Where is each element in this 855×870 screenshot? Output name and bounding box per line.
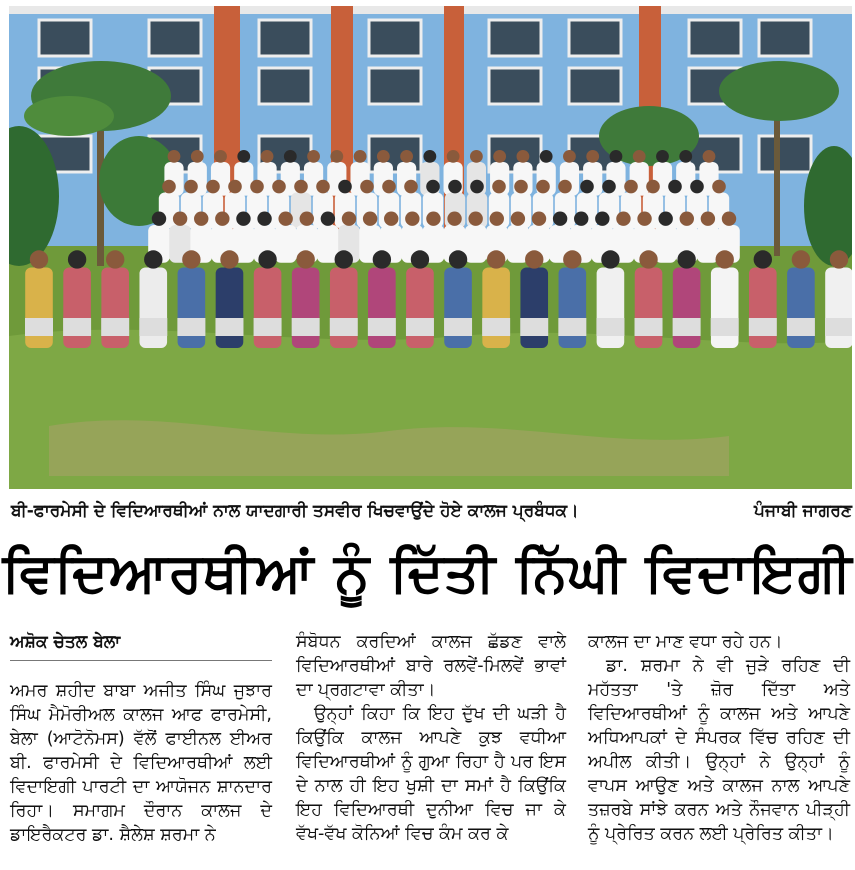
article-column-3 — [588, 630, 850, 846]
window — [39, 20, 91, 56]
article-paragraph: ਉਨ੍ਹਾਂ ਕਿਹਾ ਕਿ ਇਹ ਦੁੱਖ ਦੀ ਘੜੀ ਹੈ ਕਿਉਂਕਿ ਕਾਲਜ ਆਪਣੇ ਕੁਝ ਵਧੀਆ ਵਿਦਿਆਰਥੀਆਂ ਨੂੰ ਗੁਆ ਰਿਹਾ ਹੈ ਪਰ ਇਸ ਦੇ ਨਾਲ ਹੀ ਇਹ ਖੁਸ਼ੀ ਦਾ ਸਮਾਂ ਹੈ ਕਿਉਂਕਿ ਇਹ ਵਿਦਿਆਰਥੀ ਦੁਨੀਆ ਵਿਚ ਜਾ ਕੇ ਵੱਖ-ਵੱਖ ਕੋਨਿਆਂ ਵਿਚ ਕੰਮ ਕਰ ਕੇ — [296, 704, 566, 844]
window — [259, 68, 311, 104]
photo-credit: ਪੰਜਾਬੀ ਜਾਗਰਣ — [754, 501, 852, 521]
window — [149, 20, 201, 56]
window — [489, 20, 541, 56]
photo-caption — [9, 496, 852, 526]
window — [259, 20, 311, 56]
article-paragraph: ਡਾ. ਸ਼ਰਮਾ ਨੇ ਵੀ ਜੁੜੇ ਰਹਿਣ ਦੀ ਮਹੱਤਤਾ 'ਤੇ ਜ਼ੋਰ ਦਿੱਤਾ ਅਤੇ ਵਿਦਿਆਰਥੀਆਂ ਨੂੰ ਕਾਲਜ ਅਤੇ ਆਪਣੇ ਅਧਿਆਪਕਾਂ ਦੇ ਸੰਪਰਕ ਵਿੱਚ ਰਹਿਣ ਦੀ ਅਪੀਲ ਕੀਤੀ। ਉਨ੍ਹਾਂ ਨੇ ਉਨ੍ਹਾਂ ਨੂੰ ਵਾਪਸ ਆਉਣ ਅਤੇ ਕਾਲਜ ਨਾਲ ਆਪਣੇ ਤਜ਼ਰਬੇ ਸਾਂਝੇ ਕਰਨ ਅਤੇ ਨੌਜਵਾਨ ਪੀੜ੍ਹੀ ਨੂੰ ਪ੍ਰੇਰਿਤ ਕਰਨ ਲਈ ਪ੍ਰੇਰਿਤ ਕੀਤਾ। — [588, 656, 850, 844]
window — [689, 20, 741, 56]
window — [569, 68, 621, 104]
window — [369, 20, 421, 56]
group-photo — [9, 6, 852, 489]
article-paragraph: ਸੰਬੋਧਨ ਕਰਦਿਆਂ ਕਾਲਜ ਛੱਡਣ ਵਾਲੇ ਵਿਦਿਆਰਥੀਆਂ ਬਾਰੇ ਰਲਵੇਂ-ਮਿਲਵੇਂ ਭਾਵਾਂ ਦਾ ਪ੍ਰਗਟਾਵਾ ਕੀਤਾ। — [296, 632, 566, 700]
group-photo-illustration — [9, 6, 852, 489]
window — [489, 68, 541, 104]
caption-text: ਬੀ-ਫਾਰਮੇਸੀ ਦੇ ਵਿਦਿਆਰਥੀਆਂ ਨਾਲ ਯਾਦਗਾਰੀ ਤਸਵੀਰ ਖਿਚਵਾਉਂਦੇ ਹੋਏ ਕਾਲਜ ਪ੍ਰਬੰਧਕ। — [11, 501, 579, 521]
window — [369, 68, 421, 104]
window — [569, 20, 621, 56]
article-column-1 — [10, 630, 272, 847]
byline: ਅਸ਼ੋਕ ਚੇਤਲ ਬੇਲਾ — [10, 630, 272, 661]
article-paragraph: ਕਾਲਜ ਦਾ ਮਾਣ ਵਧਾ ਰਹੇ ਹਨ। — [588, 632, 783, 652]
window — [759, 136, 811, 172]
article-paragraph: ਅਮਰ ਸ਼ਹੀਦ ਬਾਬਾ ਅਜੀਤ ਸਿੰਘ ਜੁਝਾਰ ਸਿੰਘ ਮੈਮੋਰੀਅਲ ਕਾਲਜ ਆਫ ਫਾਰਮੇਸੀ, ਬੇਲਾ (ਆਟੋਨੋਮਸ) ਵੱਲੋਂ ਫਾਈਨਲ ਈਅਰ ਬੀ. ਫਾਰਮੇਸੀ ਦੇ ਵਿਦਿਆਰਥੀਆਂ ਲਈ ਵਿਦਾਇਗੀ ਪਾਰਟੀ ਦਾ ਆਯੋਜਨ ਸ਼ਾਨਦਾਰ ਰਿਹਾ। ਸਮਾਗਮ ਦੌਰਾਨ ਕਾਲਜ ਦੇ ਡਾਇਰੈਕਟਰ ਡਾ. ਸ਼ੈਲੇਸ਼ ਸ਼ਰਮਾ ਨੇ — [10, 681, 272, 845]
window — [759, 20, 811, 56]
article-column-2 — [296, 630, 566, 846]
headline: ਵਿਦਿਆਰਥੀਆਂ ਨੂੰ ਦਿੱਤੀ ਨਿੱਘੀ ਵਿਦਾਇਗੀ — [2, 541, 853, 604]
